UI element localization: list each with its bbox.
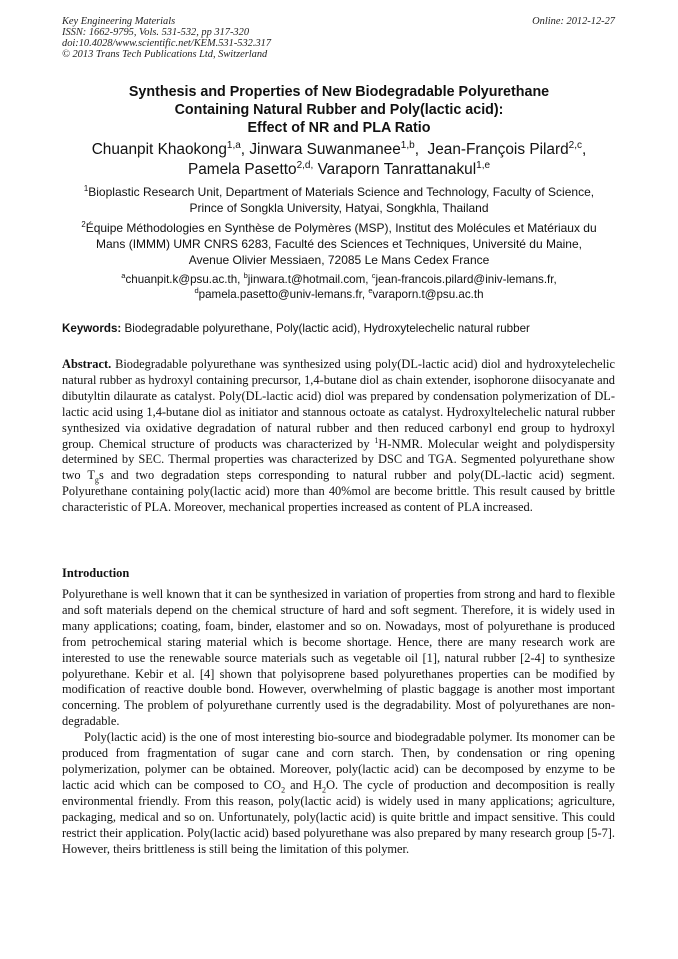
keywords-text: Biodegradable polyurethane, Poly(lactic acid), Hydroxytelechelic natural rubber xyxy=(124,322,530,335)
title-line-3: Effect of NR and PLA Ratio xyxy=(247,120,431,136)
title-line-2: Containing Natural Rubber and Poly(lactic acid): xyxy=(174,102,504,118)
section-heading-introduction: Introduction xyxy=(62,566,130,580)
email-list xyxy=(62,272,616,302)
online-date: Online: 2012-12-27 xyxy=(532,16,615,27)
author-sup: 2,c xyxy=(568,139,583,151)
keywords xyxy=(62,321,616,336)
author-sup: 1,b xyxy=(400,139,415,151)
affiliation-text: Bioplastic Research Unit, Department of Materials Science and Technology, Faculty of Science, xyxy=(88,185,595,199)
issn-line: ISSN: 1662-9795, Vols. 531-532, pp 317-320 xyxy=(62,27,250,38)
affiliation-text: Avenue Olivier Messiaen, 72085 Le Mans Cedex France xyxy=(188,253,490,267)
intro-paragraph-1: Polyurethane is well known that it can be synthesized in variation of properties from strong and hard to flexible and soft materials depend on the chemical structure of hard and soft segment. Therefore, it is widely used in many applications; coating, foam, binder, elastomer and so on. Nowadays, most of polyurethane is produced from petrochemical staring material which is become shortage. Hence, there are many research work are interested to use the renewable source materials such as vegetable oil [1], natural rubber [2-4] to synthesize polyurethane. Kebir et al. [4] shown that polyisoprene based polyurethanes properties can be modified by modification of reactive double bond. However, overwhelming of plastic baggage is another most important concerning. The problem of polyurethane currently used is the degradability. Most of polyurethanes are non-degradable. xyxy=(62,587,615,729)
affiliation-text: Équipe Méthodologies en Synthèse de Polymères (MSP), Institut des Molécules et Matériaux du xyxy=(85,221,597,235)
title-line-1: Synthesis and Properties of New Biodegradable Polyurethane xyxy=(128,84,550,100)
abstract-sub: g xyxy=(94,475,99,485)
affiliation-number: 1 xyxy=(83,184,89,193)
email-sup: c xyxy=(371,271,376,281)
email-link[interactable]: jinwara.t@hotmail.com, xyxy=(247,273,369,286)
affiliation-text: Prince of Songkla University, Hatyai, Songkhla, Thailand xyxy=(189,201,489,215)
paper-title xyxy=(62,83,616,137)
affiliation-number: 2 xyxy=(81,220,86,229)
email-sup: a xyxy=(121,271,126,281)
email-link[interactable]: jean-francois.pilard@iniv-lemans.fr, xyxy=(375,273,557,286)
journal-name: Key Engineering Materials xyxy=(62,16,176,27)
author-name: Varaporn Tanrattanakul xyxy=(317,161,477,178)
abstract-text: s and two degradation steps corresponding to natural rubber and poly(DL-lactic acid) segment. Polyurethane containing poly(lactic acid) more than 40%mol are become brittle. This result caused by brittle characteristic of PLA. Moreover, mechanical properties increased as content of PLA increased. xyxy=(62,468,616,515)
intro-text: and H xyxy=(285,777,323,792)
author-name: Jean-François Pilard xyxy=(427,141,569,158)
keywords-label: Keywords: xyxy=(62,322,122,335)
author-sup: 1,e xyxy=(476,159,491,171)
author-sup: 1,a xyxy=(226,139,241,151)
abstract-text: Biodegradable polyurethane was synthesized using poly(DL-lactic acid) diol and hydroxytelechelic natural rubber as hydroxyl containing precursor, 1,4-butane diol as chain extender, isophorone diisocyanate and dibutyltin dilaurate as catalyst. Poly(DL-lactic acid) diol was prepared by condensation polymerization of DL-lactic acid using 1,4-butane diol as initiator and stannous octoate as catalyst. Hydroxyltelechelic natural rubber synthesized via oxidative degradation of natural rubber and then reduced carbonyl end group to hydroxyl group. Chemical structure of products was characterized by xyxy=(62,357,615,451)
author-name: Pamela Pasetto xyxy=(187,161,297,178)
author-name: Jinwara Suwanmanee xyxy=(249,141,401,158)
copyright-line: © 2013 Trans Tech Publications Ltd, Switzerland xyxy=(62,49,268,60)
abstract-text: H-NMR. Molecular weight and polydispersity determined by SEC. Thermal properties was characterized by DSC and TGA. Segmented polyurethane show two T xyxy=(62,436,615,483)
intro-text: Poly(lactic acid) is the one of most interesting bio-source and biodegradable polymer. Its monomer can be produced from fragmentation of sugar cane and corn starch. Then, by condensation or ring opening polymerization, polymer can be obtained. Moreover, poly(lactic acid) can be decomposed by enzyme to be lactic acid which can be composed to CO xyxy=(62,730,615,792)
email-link[interactable]: varaporn.t@psu.ac.th xyxy=(372,288,484,301)
affiliation-2 xyxy=(62,220,616,268)
email-sup: d xyxy=(194,286,199,296)
author-sup: 2,d, xyxy=(296,159,314,171)
email-link[interactable]: pamela.pasetto@univ-lemans.fr, xyxy=(198,288,366,301)
abstract xyxy=(62,357,615,516)
affiliation-text: Mans (IMMM) UMR CNRS 6283, Faculté des Sciences et Techniques, Université du Maine, xyxy=(96,237,582,251)
email-sup: e xyxy=(368,286,373,296)
intro-text: O. The cycle of production and decomposition is really environmental friendly. From this reason, poly(lactic acid) is widely used in many applications; agriculture, packaging, medical and so on. Unfortunately, poly(lactic acid) is quite brittle and impact sensitive. This could restrict their application. Poly(lactic acid) based polyurethane was also prepared by many research group [5-7]. However, theirs brittleness is still being the limitation of this polymer. xyxy=(62,777,615,856)
abstract-sup: 1 xyxy=(374,435,379,445)
intro-sub: 2 xyxy=(322,785,327,795)
intro-paragraph-2 xyxy=(62,730,615,857)
intro-sub: 2 xyxy=(281,785,286,795)
email-link[interactable]: chuanpit.k@psu.ac.th, xyxy=(125,273,241,286)
affiliation-1 xyxy=(62,184,616,216)
author-name: Chuanpit Khaokong xyxy=(91,141,227,158)
introduction-body xyxy=(62,587,615,857)
author-list: Chuanpit Khaokong$^{1,a}$, Jinwara Suwanmanee$^{1,b}$, Jean-François Pilard$^{2,c}$, Pamela Pasetto$^{2,d,}$ Varaporn Tanrattanakul$^{1,e}$ xyxy=(91,139,587,178)
doi-line: doi:10.4028/www.scientific.net/KEM.531-532.317 xyxy=(62,38,272,49)
email-sup: b xyxy=(243,271,248,281)
abstract-label: Abstract. xyxy=(62,357,112,371)
